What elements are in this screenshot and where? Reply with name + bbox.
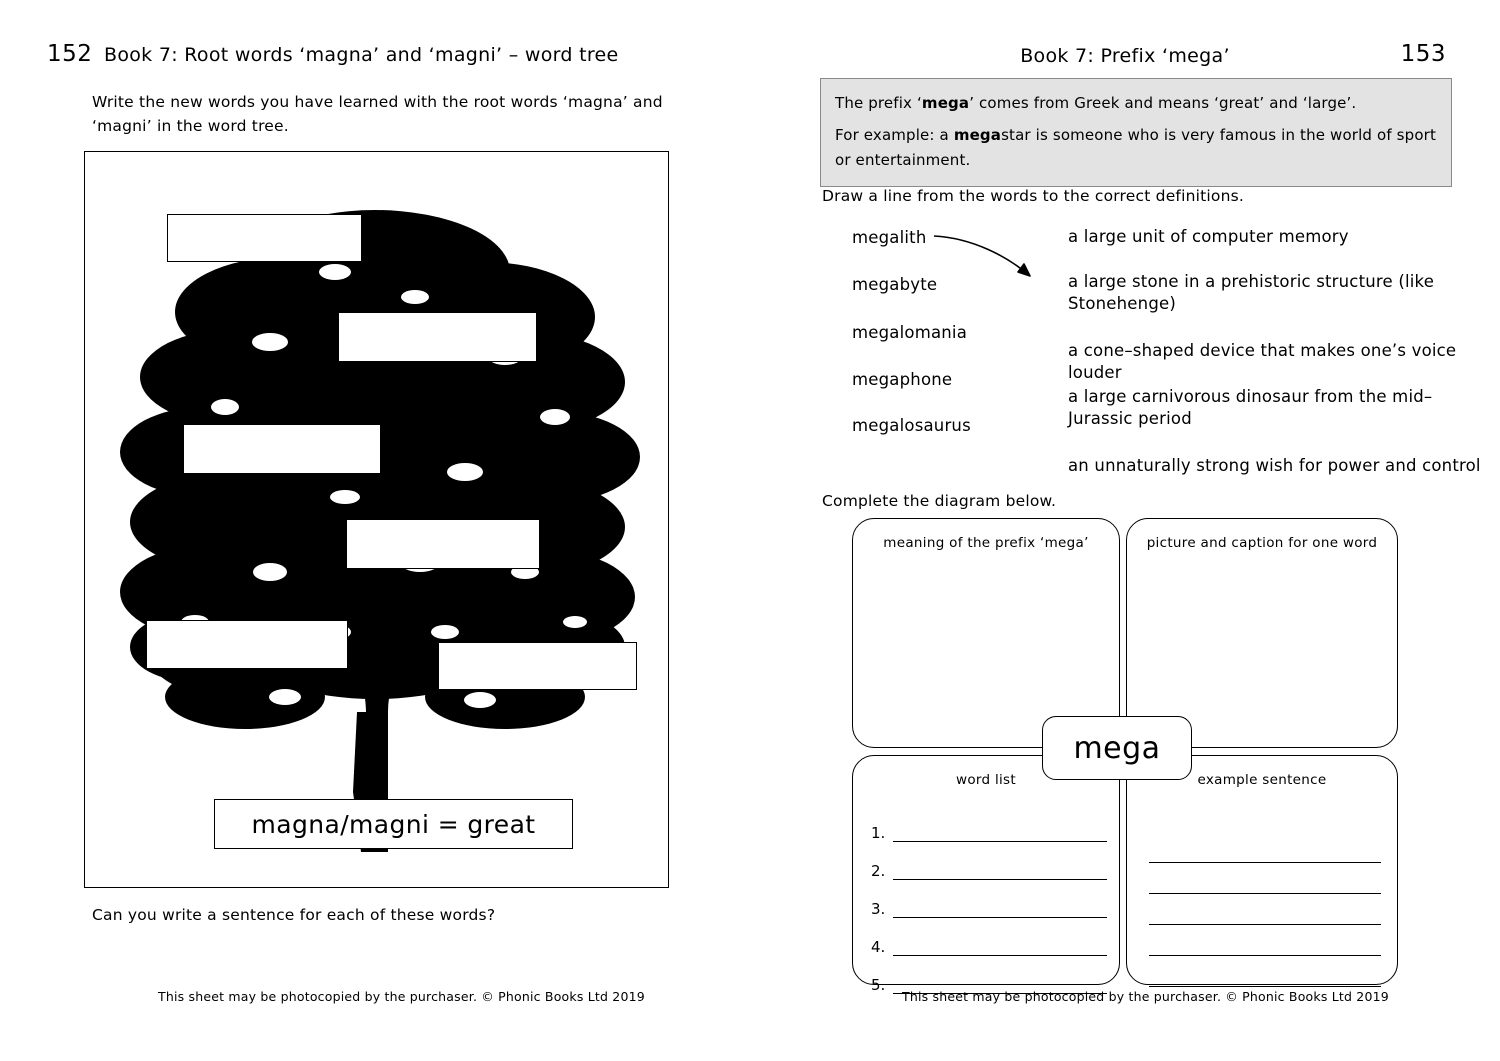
info-line-2 — [835, 123, 1437, 174]
word-list-row[interactable] — [871, 932, 1107, 956]
word-list-row[interactable] — [871, 818, 1107, 842]
match-definition-4[interactable]: a large carnivorous dinosaur from the mid–Jurassic period — [1068, 387, 1433, 429]
word-list-number-1: 1. — [871, 824, 886, 842]
match-definition-5[interactable]: an unnaturally strong wish for power and control — [1068, 456, 1481, 475]
word-list-rule-1[interactable] — [893, 825, 1107, 842]
match-word-5[interactable]: megalosaurus — [852, 416, 971, 435]
sentence-rule-4[interactable] — [1149, 925, 1381, 956]
footer-right: This sheet may be photocopied by the purchaser. © Phonic Books Ltd 2019 — [902, 989, 1389, 1004]
instruction-matching: Draw a line from the words to the correct definitions. — [822, 187, 1245, 205]
word-list-rule-2[interactable] — [893, 863, 1107, 880]
diagram-quadrant-example-sentence[interactable] — [1126, 755, 1398, 985]
diagram-label-meaning: meaning of the prefix ‘mega’ — [883, 535, 1089, 551]
match-word-3[interactable]: megalomania — [852, 323, 968, 342]
root-word-label: magna/magni = great — [214, 799, 573, 849]
page-title-right: Book 7: Prefix ‘mega’ — [1020, 45, 1230, 67]
diagram-center-word: mega — [1042, 716, 1192, 780]
sentence-rule-3[interactable] — [1149, 894, 1381, 925]
word-list-number-3: 3. — [871, 900, 886, 918]
word-answer-box-5[interactable] — [146, 620, 348, 669]
diagram-quadrant-word-list[interactable] — [852, 755, 1120, 994]
word-list-row[interactable] — [871, 894, 1107, 918]
info-line-1-bold: mega — [921, 94, 970, 112]
word-answer-box-4[interactable] — [346, 519, 540, 569]
word-list-lines — [871, 818, 1107, 1008]
right-page — [750, 0, 1500, 1061]
prefix-info-box — [820, 78, 1452, 187]
info-line-2-pre: For example: a — [835, 125, 954, 144]
word-list-number-5: 5. — [871, 976, 886, 994]
match-definition-2[interactable]: a large stone in a prehistoric structure (like Stonehenge) — [1068, 272, 1435, 314]
diagram-quadrant-meaning[interactable] — [852, 518, 1120, 748]
info-line-2-bold: mega — [953, 125, 1002, 144]
match-word-2[interactable]: megabyte — [852, 275, 938, 294]
matching-exercise — [822, 218, 1481, 488]
sentence-rule-1[interactable] — [1149, 832, 1381, 863]
page-number-right: 153 — [1400, 41, 1446, 67]
instruction-diagram: Complete the diagram below. — [822, 492, 1057, 510]
word-list-row[interactable] — [871, 856, 1107, 880]
diagram-label-picture: picture and caption for one word — [1146, 535, 1378, 551]
word-list-number-4: 4. — [871, 938, 886, 956]
sentence-rule-5[interactable] — [1149, 956, 1381, 987]
instruction-left: Write the new words you have learned with the root words ‘magna’ and ‘magni’ in the word tree. — [92, 93, 663, 136]
diagram-label-example-sentence: example sentence — [1197, 772, 1327, 788]
info-line-2-post: star is someone who is very famous in the world of sport or entertainment. — [835, 125, 1436, 169]
word-tree-panel — [84, 151, 669, 888]
footer-left: This sheet may be photocopied by the purchaser. © Phonic Books Ltd 2019 — [158, 989, 645, 1004]
sentence-rule-2[interactable] — [1149, 863, 1381, 894]
page-number-left: 152 — [47, 41, 93, 67]
match-definition-3[interactable]: a cone–shaped device that makes one’s voice louder — [1068, 341, 1457, 383]
word-answer-box-2[interactable] — [338, 312, 537, 362]
word-answer-box-3[interactable] — [183, 424, 381, 474]
mega-diagram — [852, 518, 1398, 994]
word-answer-box-6[interactable] — [438, 642, 637, 690]
page-title-left: Book 7: Root words ‘magna’ and ‘magni’ – word tree — [104, 44, 619, 66]
match-definition-1[interactable]: a large unit of computer memory — [1068, 227, 1349, 246]
word-list-rule-3[interactable] — [893, 901, 1107, 918]
sentence-lines — [1149, 832, 1381, 987]
closing-question-left: Can you write a sentence for each of these words? — [92, 906, 496, 924]
diagram-quadrant-picture[interactable] — [1126, 518, 1398, 748]
info-line-1-post: ’ comes from Greek and means ‘great’ and ‘large’. — [969, 94, 1357, 112]
match-word-4[interactable]: megaphone — [852, 370, 953, 389]
match-word-1[interactable]: megalith — [852, 228, 927, 247]
word-list-number-2: 2. — [871, 862, 886, 880]
word-list-rule-4[interactable] — [893, 939, 1107, 956]
info-line-1 — [835, 91, 1437, 117]
info-line-1-pre: The prefix ‘ — [835, 94, 922, 112]
diagram-label-word-list: word list — [955, 772, 1016, 788]
word-answer-box-1[interactable] — [167, 214, 362, 262]
